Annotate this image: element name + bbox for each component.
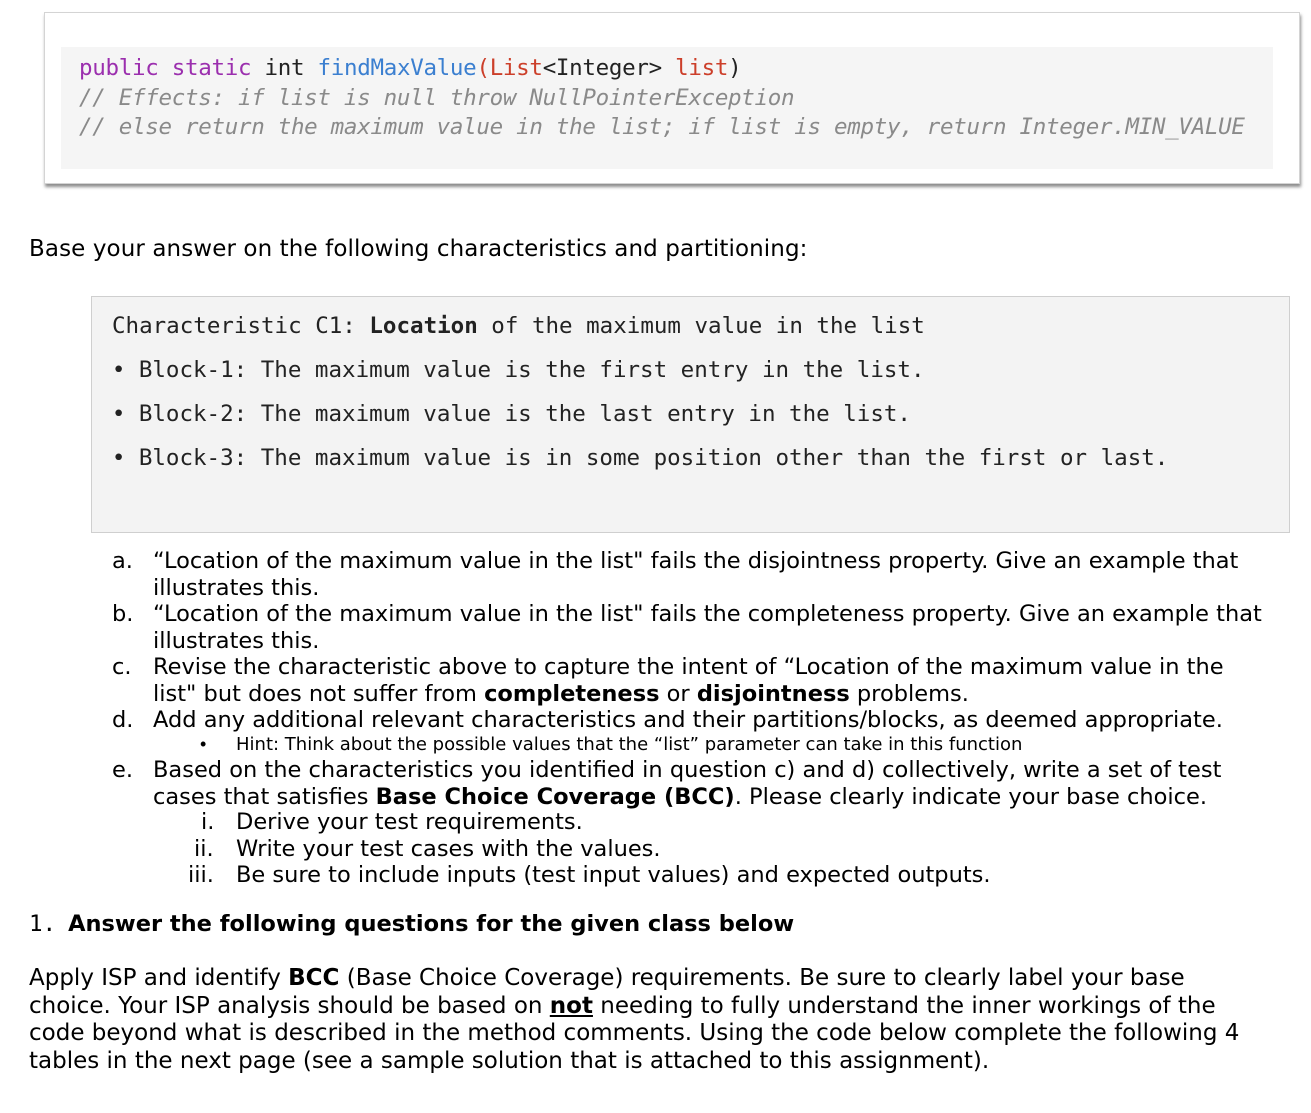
question-e-text-1: Based on the characteristics you identified in question c) and d) collectively, write a set of test cases that satisfies [153, 757, 1222, 810]
section-heading [29, 911, 794, 937]
instructions-paragraph [29, 965, 1269, 1075]
code-comment-2: // else return the maximum value in the list; if list is empty, return Integer.MIN_VALUE [79, 114, 1245, 140]
intro-text: Base your answer on the following characteristics and partitioning: [29, 236, 808, 262]
block-item [112, 401, 911, 427]
method-name: findMaxValue [317, 55, 477, 81]
return-type: int [264, 55, 305, 81]
block-3-text: Block-3: The maximum value is in some position other than the first or last. [138, 445, 1169, 471]
characteristic-box [91, 296, 1290, 533]
bullet-icon: • [112, 357, 126, 383]
keyword-public: public [79, 55, 159, 81]
block-1-text: Block-1: The maximum value is the first entry in the list. [138, 357, 925, 383]
paragraph-bcc-bold: BCC [288, 965, 340, 991]
block-item [112, 357, 925, 383]
block-item [112, 445, 1168, 471]
question-c-text-2: or [659, 680, 697, 707]
paragraph-text-3: needing to fully understand the inner workings of the code beyond what is described in the method comments. Using the code below complete the following 4 tables in the next page (see a sample solution that is attached to this assignment). [29, 992, 1240, 1074]
subitem-i-marker: i. [201, 809, 215, 835]
question-c-text [153, 654, 1273, 707]
question-e-text [153, 757, 1273, 810]
question-b-marker: b. [112, 601, 134, 627]
method-signature [79, 55, 741, 81]
subitem-ii-marker: ii. [194, 836, 214, 862]
characteristic-suffix: of the maximum value in the list [477, 313, 925, 339]
code-comment-1: // Effects: if list is null throw NullPointerException [79, 85, 795, 111]
subitem-iii-marker: iii. [188, 862, 214, 888]
code-snippet-card [44, 12, 1300, 184]
paragraph-text-2: (Base Choice Coverage) requirements. Be sure to clearly label your base choice. Your ISP analysis should be based on [29, 965, 1185, 1019]
close-paren: ) [728, 55, 742, 81]
paragraph-text-1: Apply ISP and identify [29, 965, 289, 991]
question-e-text-2: . Please clearly indicate your base choice. [734, 783, 1207, 810]
question-e-marker: e. [112, 757, 133, 783]
code-block [61, 47, 1273, 169]
open-paren: ( [476, 55, 490, 81]
characteristic-prefix: Characteristic C1: [112, 313, 370, 339]
question-a-marker: a. [112, 548, 133, 574]
param-name: list [675, 55, 729, 81]
keyword-static: static [171, 55, 252, 81]
bullet-icon: • [112, 445, 126, 471]
question-b-text: “Location of the maximum value in the list" fails the completeness property. Give an example that illustrates this. [153, 601, 1262, 654]
completeness-bold: completeness [484, 680, 660, 707]
section-number: 1. [29, 911, 57, 937]
subitem-iii-text: Be sure to include inputs (test input values) and expected outputs. [236, 862, 991, 888]
question-d-marker: d. [112, 707, 134, 733]
hint-bullet-icon: • [200, 734, 207, 754]
subitem-ii-text: Write your test cases with the values. [236, 836, 661, 862]
hint-text: Hint: Think about the possible values that the “list” parameter can take in this function [236, 734, 1023, 755]
question-c-text-1: Revise the characteristic above to capture the intent of “Location of the maximum value in the list" but does not suffer from [153, 654, 1224, 707]
question-d-text: Add any additional relevant characteristics and their partitions/blocks, as deemed appropriate. [153, 707, 1223, 733]
subitem-i-text: Derive your test requirements. [236, 809, 583, 835]
question-c-marker: c. [112, 654, 132, 680]
bullet-icon: • [112, 401, 126, 427]
question-c-text-3: problems. [849, 680, 969, 707]
characteristic-title [112, 313, 925, 339]
param-generic: <Integer> [542, 55, 662, 81]
section-title: Answer the following questions for the given class below [68, 911, 795, 937]
disjointness-bold: disjointness [696, 680, 850, 707]
bcc-bold: Base Choice Coverage (BCC) [375, 783, 735, 810]
paragraph-not-emphasis: not [549, 992, 593, 1019]
question-a-text: “Location of the maximum value in the list" fails the disjointness property. Give an example that illustrates this. [153, 548, 1239, 601]
characteristic-bold-word: Location [369, 313, 478, 339]
param-type: List [489, 55, 543, 81]
block-2-text: Block-2: The maximum value is the last entry in the list. [138, 401, 911, 427]
